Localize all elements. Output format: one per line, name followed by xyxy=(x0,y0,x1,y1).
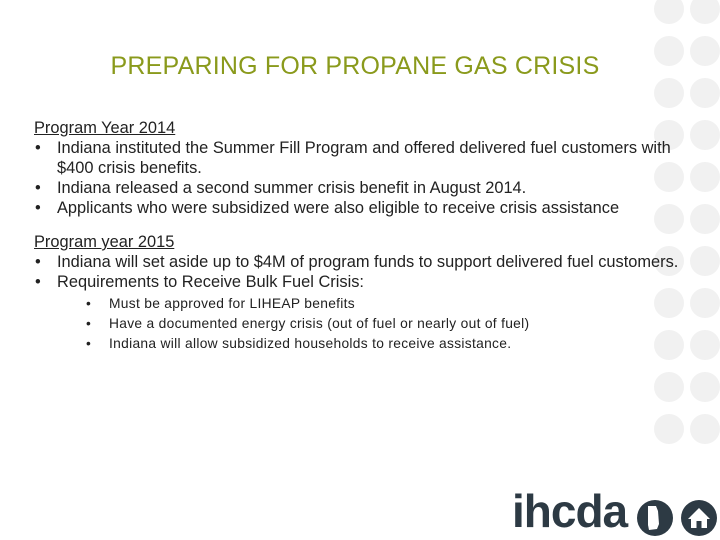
bullet-text: Requirements to Receive Bulk Fuel Crisis: xyxy=(57,273,364,291)
decor-circle xyxy=(690,78,720,108)
decor-circle xyxy=(690,288,720,318)
bullet-list xyxy=(34,252,684,292)
sub-bullet-text: Must be approved for LIHEAP benefits xyxy=(109,296,355,311)
bullet-icon: • xyxy=(35,253,41,271)
bullet-icon: • xyxy=(86,316,92,331)
sub-bullet-text: Indiana will allow subsidized households to receive assistance. xyxy=(109,336,512,351)
decor-circle xyxy=(690,0,720,24)
section-program-year-2014 xyxy=(34,118,684,218)
sub-bullet-list xyxy=(34,294,684,354)
section-program-year-2015 xyxy=(34,232,684,354)
decor-circle xyxy=(690,204,720,234)
bullet-item xyxy=(34,198,684,218)
decor-circle xyxy=(654,78,684,108)
bullet-item xyxy=(34,272,684,292)
decor-circle xyxy=(654,414,684,444)
bullet-item xyxy=(34,138,684,178)
logo-wordmark: ihcda xyxy=(512,485,628,537)
bullet-icon: • xyxy=(86,336,92,351)
bullet-icon: • xyxy=(35,179,41,197)
decor-circle xyxy=(690,372,720,402)
slide-body xyxy=(34,118,684,354)
decor-circle xyxy=(690,330,720,360)
slide-title: PREPARING FOR PROPANE GAS CRISIS xyxy=(110,52,600,80)
ihcda-logo xyxy=(512,485,720,540)
sub-bullet-text: Have a documented energy crisis (out of fuel or nearly out of fuel) xyxy=(109,316,530,331)
bullet-item xyxy=(34,252,684,272)
logo-icons xyxy=(636,498,720,538)
sub-bullet-item xyxy=(34,314,684,334)
bullet-list xyxy=(34,138,684,218)
decor-circle xyxy=(654,372,684,402)
decor-circle xyxy=(690,162,720,192)
section-heading: Program Year 2014 xyxy=(34,119,176,137)
bullet-icon: • xyxy=(35,273,41,291)
sub-bullet-item xyxy=(34,294,684,314)
decor-circle xyxy=(654,0,684,24)
bullet-item xyxy=(34,178,684,198)
bullet-text: Indiana will set aside up to $4M of program funds to support delivered fuel customers. xyxy=(57,253,679,271)
bullet-text: Indiana released a second summer crisis benefit in August 2014. xyxy=(57,179,527,197)
bullet-text: Indiana instituted the Summer Fill Program and offered delivered fuel customers with $400 crisis benefits. xyxy=(57,139,671,177)
section-heading: Program year 2015 xyxy=(34,233,175,251)
bullet-icon: • xyxy=(86,296,92,311)
house-icon xyxy=(681,500,717,536)
bullet-icon: • xyxy=(35,199,41,217)
indiana-state-icon xyxy=(637,500,673,536)
decor-circle xyxy=(690,120,720,150)
sub-bullet-item xyxy=(34,334,684,354)
decor-circle xyxy=(690,246,720,276)
decor-circle xyxy=(690,414,720,444)
bullet-icon: • xyxy=(35,139,41,157)
bullet-text: Applicants who were subsidized were also eligible to receive crisis assistance xyxy=(57,199,620,217)
